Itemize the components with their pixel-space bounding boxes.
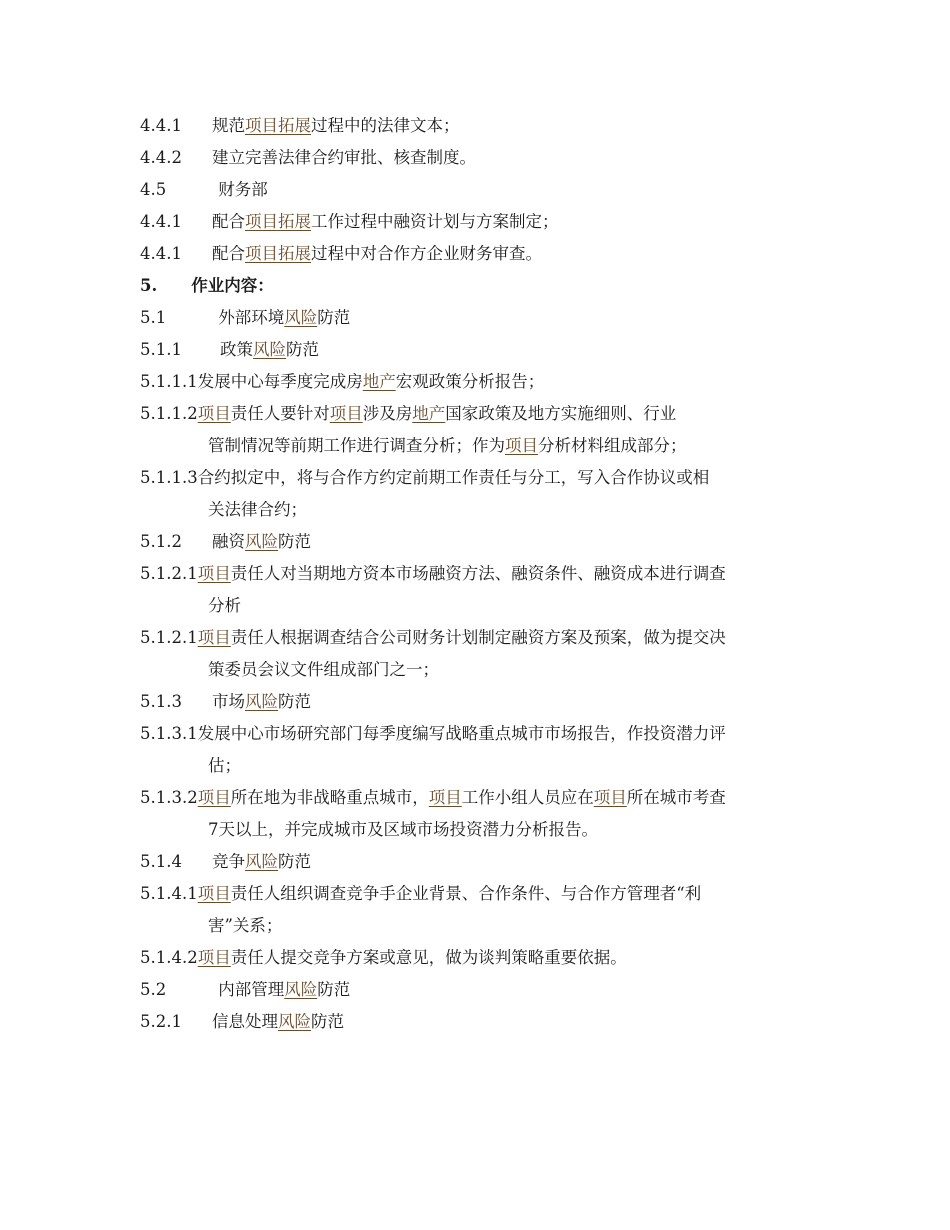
clause-text: 市场 [211,692,245,711]
clause-text: 财务部 [218,180,268,199]
clause-line [140,878,820,910]
clause-continuation [140,430,820,462]
clause-text: 估； [208,756,241,775]
clause-continuation [140,494,820,526]
keyword-link[interactable]: 项目 [197,564,231,583]
clause-text: 外部环境 [218,308,285,327]
clause-line [140,462,820,494]
clause-line [140,1006,820,1038]
clause-number: 5.1.4.2 [140,948,198,967]
clause-text: 防范 [310,1012,344,1031]
clause-number: 4.5 [140,180,167,199]
clause-line [140,686,820,718]
clause-text: 工作过程中融资计划与方案制定； [310,212,559,231]
clause-text: 7天以上，并完成城市及区域市场投资潜力分析报告。 [208,820,598,839]
clause-number: 5.1.1.3 [140,468,198,487]
clause-number: 5.1.4.1 [140,884,198,903]
clause-line [140,334,820,366]
clause-text: 所在城市考查 [626,788,726,807]
clause-number: 5.1.1.2 [140,404,198,423]
clause-text: 责任人要针对 [230,404,330,423]
clause-text: 规范 [211,116,245,135]
clause-text: 内部管理 [218,980,285,999]
clause-continuation [140,750,820,782]
clause-line [140,526,820,558]
clause-number: 5.2 [140,980,167,999]
clause-number: 5. [140,276,158,295]
keyword-link[interactable]: 项目 [197,948,231,967]
clause-text: 管制情况等前期工作进行调查分析；作为 [208,436,505,455]
clause-text: 配合 [211,212,245,231]
clause-number: 4.4.1 [140,116,182,135]
keyword-link[interactable]: 项目 [197,884,231,903]
clause-text: 配合 [211,244,245,263]
clause-text: 发展中心每季度完成房 [197,372,363,391]
clause-line [140,206,820,238]
keyword-link[interactable]: 地产 [362,372,396,391]
clause-line [140,718,820,750]
keyword-link[interactable]: 项目 [505,436,538,455]
keyword-link[interactable]: 风险 [284,980,318,999]
clause-line [140,110,820,142]
clause-text: 信息处理 [211,1012,278,1031]
clause-text: 所在地为非战略重点城市， [230,788,429,807]
keyword-link[interactable]: 项目 [593,788,627,807]
clause-line [140,238,820,270]
clause-line [140,142,820,174]
clause-line [140,270,820,302]
clause-text: 过程中的法律文本； [310,116,460,135]
clause-number: 5.1.3.1 [140,724,198,743]
clause-text: 国家政策及地方实施细则、行业 [445,404,677,423]
keyword-link[interactable]: 项目 [197,628,231,647]
clause-text: 发展中心市场研究部门每季度编写战略重点城市市场报告，作投资潜力评 [197,724,726,743]
clause-text: 防范 [317,980,351,999]
clause-number: 5.1.2.1 [140,628,198,647]
clause-number: 5.1.3.2 [140,788,198,807]
clause-line [140,302,820,334]
clause-text: 害”关系； [208,916,283,935]
clause-number: 5.1.4 [140,852,182,871]
clause-number: 5.1.3 [140,692,182,711]
clause-line [140,366,820,398]
keyword-link[interactable]: 风险 [244,852,278,871]
clause-number: 5.2.1 [140,1012,182,1031]
clause-text: 防范 [285,340,319,359]
clause-line [140,622,820,654]
clause-number: 5.1.1 [140,340,182,359]
clause-line [140,974,820,1006]
keyword-link[interactable]: 地产 [412,404,446,423]
clause-continuation [140,654,820,686]
clause-text: 宏观政策分析报告； [395,372,545,391]
clause-text: 工作小组人员应在 [461,788,594,807]
keyword-link[interactable]: 项目 [197,788,231,807]
clause-text: 竞争 [211,852,245,871]
keyword-link[interactable]: 项目 [329,404,363,423]
clause-line [140,942,820,974]
clause-text: 过程中对合作方企业财务审查。 [310,244,542,263]
keyword-link[interactable]: 风险 [284,308,318,327]
clause-line [140,558,820,590]
keyword-link[interactable]: 项目 [197,404,231,423]
keyword-link[interactable]: 项目拓展 [244,116,311,135]
clause-number: 5.1 [140,308,167,327]
clause-text: 责任人提交竞争方案或意见，做为谈判策略重要依据。 [230,948,627,967]
clause-continuation [140,590,820,622]
clause-number: 4.4.1 [140,244,182,263]
keyword-link[interactable]: 风险 [244,692,278,711]
clause-text: 涉及房 [362,404,413,423]
clause-text: 政策 [219,340,253,359]
keyword-link[interactable]: 项目拓展 [244,244,311,263]
clause-text: 责任人对当期地方资本市场融资方法、融资条件、融资成本进行调查 [230,564,726,583]
document-body [140,110,820,1038]
clause-text: 关法律合约； [208,500,307,519]
clause-text: 建立完善法律合约审批、核查制度。 [211,148,476,167]
clause-text: 策委员会议文件组成部门之一； [208,660,439,679]
clause-text: 防范 [277,692,311,711]
clause-text: 分析材料组成部分； [538,436,687,455]
clause-line [140,174,820,206]
keyword-link[interactable]: 风险 [244,532,278,551]
clause-number: 5.1.2.1 [140,564,198,583]
clause-text: 防范 [277,852,311,871]
keyword-link[interactable]: 风险 [252,340,286,359]
clause-text: 责任人根据调查结合公司财务计划制定融资方案及预案，做为提交决 [230,628,726,647]
clause-number: 5.1.2 [140,532,182,551]
clause-number: 4.4.2 [140,148,182,167]
clause-text: 融资 [211,532,245,551]
clause-continuation [140,814,820,846]
clause-continuation [140,910,820,942]
keyword-link[interactable]: 项目 [428,788,462,807]
keyword-link[interactable]: 风险 [277,1012,311,1031]
clause-text: 作业内容： [191,276,274,295]
clause-line [140,398,820,430]
clause-number: 5.1.1.1 [140,372,198,391]
keyword-link[interactable]: 项目拓展 [244,212,311,231]
clause-text: 责任人组织调查竞争手企业背景、合作条件、与合作方管理者“利 [230,884,702,903]
clause-number: 4.4.1 [140,212,182,231]
clause-line [140,846,820,878]
clause-text: 防范 [317,308,351,327]
clause-text: 分析 [208,596,241,615]
clause-text: 合约拟定中，将与合作方约定前期工作责任与分工，写入合作协议或相 [197,468,710,487]
clause-line [140,782,820,814]
clause-text: 防范 [277,532,311,551]
